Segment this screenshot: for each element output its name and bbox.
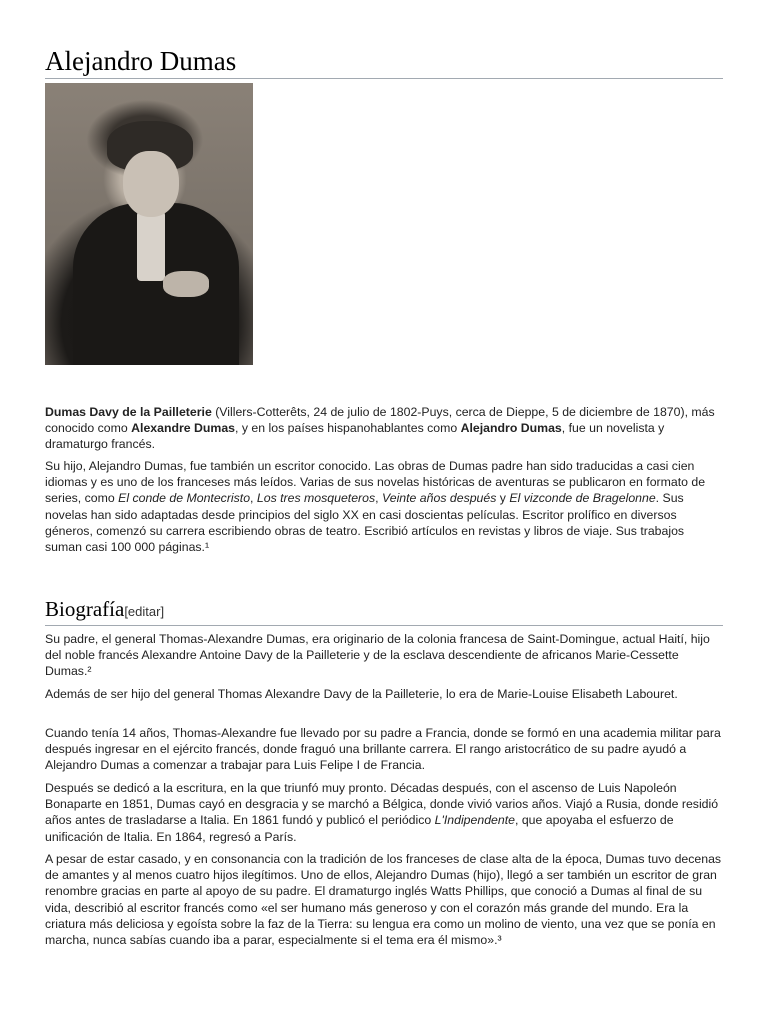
bio-paragraph-4 — [45, 780, 723, 845]
bio-text: Además de ser hijo del general Thomas Alexandre Davy de la Pailleterie, lo era de Marie-Louise Elisabeth Labouret. — [45, 687, 678, 701]
intro-text: , — [375, 491, 382, 506]
intro-bold-alejandro: Alejandro Dumas — [460, 421, 562, 436]
book-title: Los tres mosqueteros — [256, 491, 376, 506]
portrait-face — [123, 151, 179, 217]
newspaper-title: L'Indipendente — [434, 813, 515, 828]
intro-text: , y en los países hispanohablantes como — [235, 421, 461, 436]
intro-text: , fue un novelista y dramaturgo francés. — [45, 421, 665, 452]
intro-text: . Sus novelas han sido adaptadas desde principios del siglo XX en casi doscientas películas. Escritor prolífico en diversos géneros, comenzó su carrera escribiendo obras de teatro. Escribió artículos en revistas y libros de viaje. Sus trabajos suman casi 100 000 páginas.¹ — [45, 491, 685, 555]
bio-text: Su padre, el general Thomas-Alexandre Dumas, era originario de la colonia francesa de Saint-Domingue, actual Haití, hijo del noble francés Alexandre Antoine Davy de la Pailleterie y de la esclava descendiente de africanos Marie-Cessette Dumas.² — [45, 632, 710, 679]
book-title: Veinte años después — [381, 491, 497, 506]
book-title: El conde de Montecristo — [118, 491, 251, 506]
intro-text: Su hijo, Alejandro Dumas, fue también un escritor conocido. Las obras de Dumas padre han sido traducidas a casi cien idiomas y es uno de los franceses más leídos. Varias de sus novelas históricas de aventuras se publicaron en formato de series, como — [45, 459, 706, 506]
section-heading-text: Biografía — [45, 597, 125, 621]
intro-paragraph-1 — [45, 404, 723, 453]
bio-text: A pesar de estar casado, y en consonancia con la tradición de los franceses de clase alta de la época, Dumas tuvo decenas de amantes y al menos cuatro hijos ilegítimos. Uno de ellos, Alejandro Dumas (hijo), llegó a ser también un escritor de gran renombre gracias en parte al apoyo de su padre. El dramaturgo inglés Watts Phillips, que conoció a Dumas al final de su vida, describió al escritor francés como «el ser humano más generoso y con el corazón más grande del mundo. Era la criatura más deliciosa y egoísta sobre la faz de la Tierra: su lengua era como un molino de viento, una vez que se ponía en marcha, nunca sabías cuando iba a parar, especialmente si el tema era él mismo».³ — [45, 852, 722, 948]
intro-text: , — [250, 491, 257, 506]
bio-paragraph-3 — [45, 725, 723, 774]
book-title: El vizconde de Bragelonne — [509, 491, 656, 506]
bio-text: Después se dedicó a la escritura, en la que triunfó muy pronto. Décadas después, con el ascenso de Luis Napoleón Bonaparte en 1851, Dumas cayó en desgracia y se marchó a Bélgica, donde vivió varios años. Viajó a Rusia, donde residió años antes de trasladarse a Italia. En 1861 fundó y publicó el periódico — [45, 781, 719, 828]
bio-paragraph-1 — [45, 631, 723, 680]
intro-bold-alexandre: Alexandre Dumas — [131, 421, 236, 436]
portrait-hands — [163, 271, 209, 297]
page-title: Alejandro Dumas — [45, 44, 723, 79]
intro-text: y — [496, 491, 510, 506]
intro-bold-name: Dumas Davy de la Pailleterie — [45, 405, 212, 419]
intro-paragraph-2 — [45, 458, 723, 555]
edit-link[interactable]: [editar] — [124, 604, 165, 619]
intro-text: (Villers-Cotterêts, 24 de julio de 1802-Puys, cerca de Dieppe, 5 de diciembre de 1870), más conocido como — [45, 405, 715, 436]
bio-text: , que apoyaba el esfuerzo de unificación de Italia. En 1864, regresó a París. — [45, 813, 674, 844]
bio-paragraph-2 — [45, 686, 723, 702]
bio-text: Cuando tenía 14 años, Thomas-Alexandre fue llevado por su padre a Francia, donde se formó en una academia militar para después ingresar en el ejército francés, donde fraguó una brillante carrera. El rango aristocrático de su padre ayudó a Alejandro Dumas a comenzar a trabajar para Luis Felipe I de Francia. — [45, 726, 721, 773]
portrait-shirt — [137, 211, 165, 281]
section-heading-biografia — [45, 596, 723, 626]
portrait-image — [45, 83, 253, 365]
bio-paragraph-5 — [45, 851, 723, 948]
